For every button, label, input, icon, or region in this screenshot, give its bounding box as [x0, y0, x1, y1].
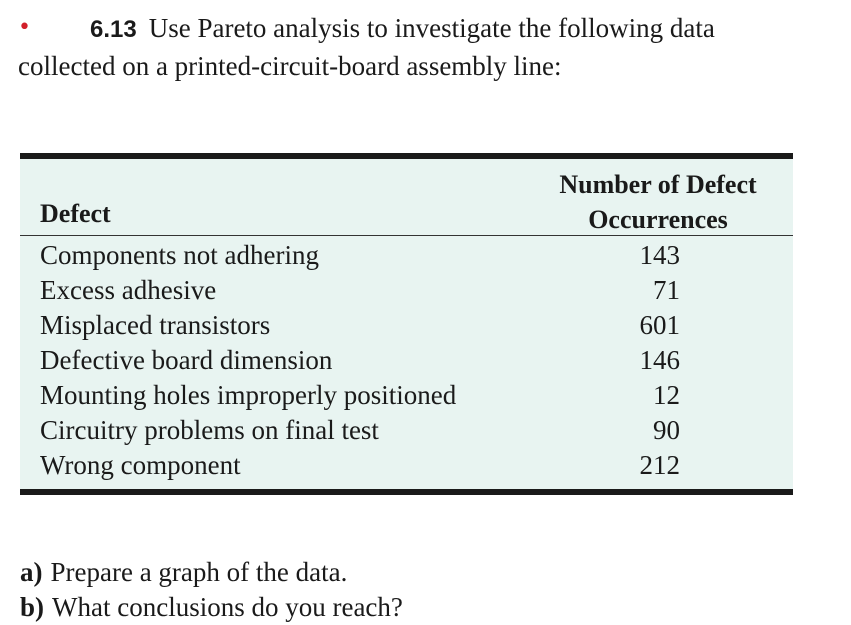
problem-text-line1: Use Pareto analysis to investigate the following data — [148, 13, 715, 43]
cell-count: 212 — [639, 450, 680, 480]
problem-number: 6.13 — [90, 16, 137, 43]
cell-count: 146 — [639, 345, 680, 375]
table-body — [20, 236, 793, 489]
table-row — [20, 448, 793, 483]
bullet-marker: • — [18, 15, 31, 40]
cell-count: 601 — [639, 310, 680, 340]
header-count — [543, 167, 773, 237]
questions-list — [20, 555, 403, 625]
table-row — [20, 343, 793, 378]
cell-defect: Mounting holes improperly positioned — [40, 380, 457, 410]
problem-text-line2: collected on a printed-circuit-board assembly line: — [18, 51, 562, 81]
cell-count: 71 — [653, 275, 680, 305]
cell-defect: Wrong component — [40, 450, 241, 480]
table-row — [20, 273, 793, 308]
defect-table — [20, 153, 793, 495]
cell-defect: Components not adhering — [40, 240, 319, 270]
question-letter: a) — [20, 557, 43, 587]
table-header — [20, 159, 793, 236]
cell-defect: Circuitry problems on final test — [40, 415, 379, 445]
cell-defect: Excess adhesive — [40, 275, 217, 305]
problem-first-line — [18, 10, 808, 48]
question-text: What conclusions do you reach? — [52, 592, 403, 622]
table-row — [20, 378, 793, 413]
table-row — [20, 413, 793, 448]
question-letter: b) — [20, 592, 45, 622]
table-row — [20, 308, 793, 343]
problem-statement — [18, 10, 808, 84]
cell-defect: Misplaced transistors — [40, 310, 271, 340]
question-b — [20, 590, 403, 625]
question-text: Prepare a graph of the data. — [50, 557, 348, 587]
question-a — [20, 555, 403, 590]
table-row — [20, 238, 793, 273]
cell-defect: Defective board dimension — [40, 345, 333, 375]
header-count-line1: Number of Defect — [559, 170, 757, 199]
header-defect: Defect — [40, 199, 111, 228]
header-count-line2: Occurrences — [588, 205, 728, 234]
cell-count: 143 — [639, 240, 680, 270]
cell-count: 12 — [653, 380, 680, 410]
cell-count: 90 — [653, 415, 680, 445]
